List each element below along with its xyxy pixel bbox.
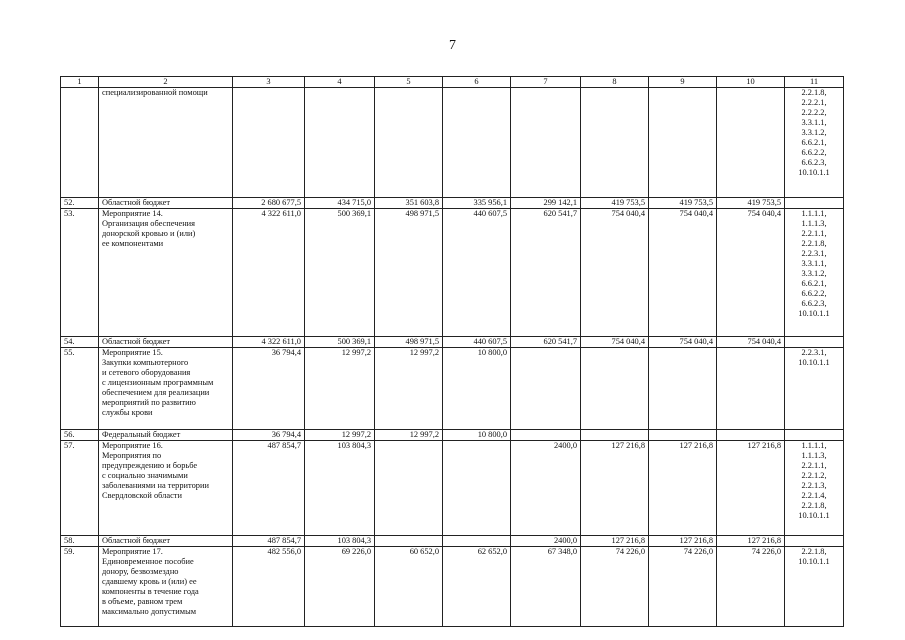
row-name <box>99 430 233 441</box>
target-code: 2.2.3.1, <box>801 249 827 258</box>
header-cell: 6 <box>443 77 511 88</box>
row-number: 55. <box>61 348 99 430</box>
target-code: 2.2.1.1, <box>801 461 827 470</box>
row-name-line: специализированной помощи <box>102 88 208 97</box>
row-name-line: Мероприятие 15. <box>102 348 163 357</box>
target-code: 2.2.1.8, <box>801 239 827 248</box>
row-name <box>99 348 233 430</box>
row-name-line: и сетевого оборудования <box>102 368 191 377</box>
table-row <box>61 536 844 547</box>
row-name-line: Федеральный бюджет <box>102 430 181 439</box>
value-cell <box>511 348 581 430</box>
target-code: 6.6.2.1, <box>801 138 827 147</box>
value-cell <box>375 88 443 198</box>
row-name-line: мероприятий по развитию <box>102 398 196 407</box>
header-cell: 2 <box>99 77 233 88</box>
value-cell: 4 322 611,0 <box>233 337 305 348</box>
target-code: 3.3.1.1, <box>801 259 827 268</box>
table-row <box>61 441 844 536</box>
row-number: 54. <box>61 337 99 348</box>
value-cell <box>443 441 511 536</box>
target-code: 2.2.2.2, <box>801 108 827 117</box>
row-name-line: донору, безвозмездно <box>102 567 179 576</box>
row-name-line: компоненты в течение года <box>102 587 199 596</box>
row-name-line: донорской кровью и (или) <box>102 229 196 238</box>
target-code: 2.2.1.3, <box>801 481 827 490</box>
target-code: 3.3.1.2, <box>801 128 827 137</box>
value-cell: 434 715,0 <box>305 198 375 209</box>
row-name-line: Мероприятие 16. <box>102 441 163 450</box>
value-cell <box>305 88 375 198</box>
value-cell <box>717 348 785 430</box>
row-name-line: Свердловской области <box>102 491 182 500</box>
header-cell: 3 <box>233 77 305 88</box>
value-cell: 351 603,8 <box>375 198 443 209</box>
table-row <box>61 209 844 337</box>
row-name-line: максимально допустимым <box>102 607 197 616</box>
value-cell <box>649 348 717 430</box>
target-code: 1.1.1.1, <box>801 441 827 450</box>
value-cell: 754 040,4 <box>649 337 717 348</box>
value-cell: 620 541,7 <box>511 337 581 348</box>
value-cell <box>581 348 649 430</box>
target-codes <box>785 536 844 547</box>
value-cell: 74 226,0 <box>717 547 785 627</box>
target-code: 2.2.1.2, <box>801 471 827 480</box>
target-codes <box>785 430 844 441</box>
target-code: 2.2.1.4, <box>801 491 827 500</box>
value-cell: 12 997,2 <box>305 430 375 441</box>
target-code: 2.2.1.8, <box>801 501 827 510</box>
table-row <box>61 88 844 198</box>
budget-table <box>60 76 844 627</box>
target-code: 10.10.1.1 <box>798 309 830 318</box>
value-cell: 36 794,4 <box>233 348 305 430</box>
value-cell: 69 226,0 <box>305 547 375 627</box>
value-cell: 12 997,2 <box>375 430 443 441</box>
target-code: 1.1.1.1, <box>801 209 827 218</box>
row-name-line: Мероприятия по <box>102 451 162 460</box>
value-cell: 487 854,7 <box>233 441 305 536</box>
value-cell: 10 800,0 <box>443 430 511 441</box>
row-name <box>99 88 233 198</box>
value-cell: 498 971,5 <box>375 337 443 348</box>
value-cell: 36 794,4 <box>233 430 305 441</box>
value-cell <box>649 430 717 441</box>
target-code: 10.10.1.1 <box>798 358 830 367</box>
row-name-line: Мероприятие 14. <box>102 209 163 218</box>
row-name-line: обеспечением для реализации <box>102 388 210 397</box>
value-cell <box>443 536 511 547</box>
value-cell <box>233 88 305 198</box>
header-cell: 5 <box>375 77 443 88</box>
value-cell: 74 226,0 <box>649 547 717 627</box>
value-cell: 74 226,0 <box>581 547 649 627</box>
value-cell <box>717 88 785 198</box>
row-name <box>99 441 233 536</box>
target-codes <box>785 547 844 627</box>
value-cell: 440 607,5 <box>443 337 511 348</box>
target-code: 1.1.1.3, <box>801 451 827 460</box>
table-row <box>61 337 844 348</box>
value-cell <box>717 430 785 441</box>
value-cell: 60 652,0 <box>375 547 443 627</box>
value-cell: 127 216,8 <box>581 441 649 536</box>
value-cell: 127 216,8 <box>717 441 785 536</box>
target-code: 2.2.1.8, <box>801 88 827 97</box>
header-cell: 1 <box>61 77 99 88</box>
row-number: 52. <box>61 198 99 209</box>
target-code: 6.6.2.1, <box>801 279 827 288</box>
value-cell <box>443 88 511 198</box>
target-code: 6.6.2.3, <box>801 158 827 167</box>
value-cell: 127 216,8 <box>649 536 717 547</box>
target-code: 3.3.1.1, <box>801 118 827 127</box>
value-cell: 2400,0 <box>511 441 581 536</box>
value-cell: 620 541,7 <box>511 209 581 337</box>
value-cell: 127 216,8 <box>581 536 649 547</box>
value-cell: 127 216,8 <box>649 441 717 536</box>
value-cell: 2 680 677,5 <box>233 198 305 209</box>
target-code: 2.2.3.1, <box>801 348 827 357</box>
target-code: 2.2.1.1, <box>801 229 827 238</box>
value-cell: 103 804,3 <box>305 536 375 547</box>
target-codes <box>785 88 844 198</box>
row-name-line: с социально значимыми <box>102 471 188 480</box>
header-cell: 11 <box>785 77 844 88</box>
value-cell: 299 142,1 <box>511 198 581 209</box>
row-name-line: сдавшему кровь и (или) ее <box>102 577 197 586</box>
value-cell: 482 556,0 <box>233 547 305 627</box>
row-name <box>99 337 233 348</box>
value-cell <box>375 441 443 536</box>
table-row <box>61 430 844 441</box>
row-name-line: Мероприятие 17. <box>102 547 163 556</box>
value-cell: 127 216,8 <box>717 536 785 547</box>
row-name-line: Областной бюджет <box>102 337 171 346</box>
value-cell: 12 997,2 <box>375 348 443 430</box>
value-cell <box>375 536 443 547</box>
row-number: 58. <box>61 536 99 547</box>
target-code: 10.10.1.1 <box>798 168 830 177</box>
row-name-line: Областной бюджет <box>102 536 171 545</box>
target-codes <box>785 198 844 209</box>
target-code: 3.3.1.2, <box>801 269 827 278</box>
value-cell: 419 753,5 <box>581 198 649 209</box>
value-cell <box>649 88 717 198</box>
value-cell: 440 607,5 <box>443 209 511 337</box>
value-cell <box>511 430 581 441</box>
row-name-line: заболеваниями на территории <box>102 481 209 490</box>
target-codes <box>785 209 844 337</box>
row-name-line: Единовременное пособие <box>102 557 194 566</box>
row-name-line: Закупки компьютерного <box>102 358 189 367</box>
table-row <box>61 348 844 430</box>
row-name <box>99 536 233 547</box>
target-codes <box>785 348 844 430</box>
row-name-line: Областной бюджет <box>102 198 171 207</box>
row-name-line: службы крови <box>102 408 153 417</box>
header-cell: 4 <box>305 77 375 88</box>
table-row <box>61 198 844 209</box>
header-cell: 10 <box>717 77 785 88</box>
row-name-line: ее компонентами <box>102 239 164 248</box>
row-name-line: предупреждению и борьбе <box>102 461 198 470</box>
header-cell: 7 <box>511 77 581 88</box>
target-code: 6.6.2.2, <box>801 148 827 157</box>
target-codes <box>785 337 844 348</box>
value-cell: 419 753,5 <box>717 198 785 209</box>
value-cell: 754 040,4 <box>717 209 785 337</box>
row-number: 59. <box>61 547 99 627</box>
value-cell <box>511 88 581 198</box>
row-name-line: с лицензионным программным <box>102 378 214 387</box>
value-cell: 2400,0 <box>511 536 581 547</box>
row-name <box>99 209 233 337</box>
row-name <box>99 547 233 627</box>
header-cell: 8 <box>581 77 649 88</box>
value-cell: 67 348,0 <box>511 547 581 627</box>
value-cell: 498 971,5 <box>375 209 443 337</box>
header-row <box>61 77 844 88</box>
value-cell: 62 652,0 <box>443 547 511 627</box>
row-name-line: в объеме, равном трем <box>102 597 183 606</box>
value-cell: 10 800,0 <box>443 348 511 430</box>
row-number: 56. <box>61 430 99 441</box>
target-code: 10.10.1.1 <box>798 511 830 520</box>
value-cell: 754 040,4 <box>649 209 717 337</box>
value-cell: 500 369,1 <box>305 337 375 348</box>
value-cell: 419 753,5 <box>649 198 717 209</box>
value-cell: 103 804,3 <box>305 441 375 536</box>
target-codes <box>785 441 844 536</box>
value-cell: 500 369,1 <box>305 209 375 337</box>
header-cell: 9 <box>649 77 717 88</box>
value-cell: 754 040,4 <box>717 337 785 348</box>
value-cell: 754 040,4 <box>581 337 649 348</box>
target-code: 10.10.1.1 <box>798 557 830 566</box>
target-code: 1.1.1.3, <box>801 219 827 228</box>
row-name <box>99 198 233 209</box>
value-cell: 754 040,4 <box>581 209 649 337</box>
value-cell: 4 322 611,0 <box>233 209 305 337</box>
value-cell: 335 956,1 <box>443 198 511 209</box>
row-number: 57. <box>61 441 99 536</box>
target-code: 6.6.2.3, <box>801 299 827 308</box>
row-number: 53. <box>61 209 99 337</box>
value-cell <box>581 88 649 198</box>
value-cell: 487 854,7 <box>233 536 305 547</box>
value-cell: 12 997,2 <box>305 348 375 430</box>
target-code: 2.2.1.8, <box>801 547 827 556</box>
row-name-line: Организация обеспечения <box>102 219 196 228</box>
value-cell <box>581 430 649 441</box>
target-code: 2.2.2.1, <box>801 98 827 107</box>
target-code: 6.6.2.2, <box>801 289 827 298</box>
row-number <box>61 88 99 198</box>
table-row <box>61 547 844 627</box>
page-number: 7 <box>449 38 456 53</box>
